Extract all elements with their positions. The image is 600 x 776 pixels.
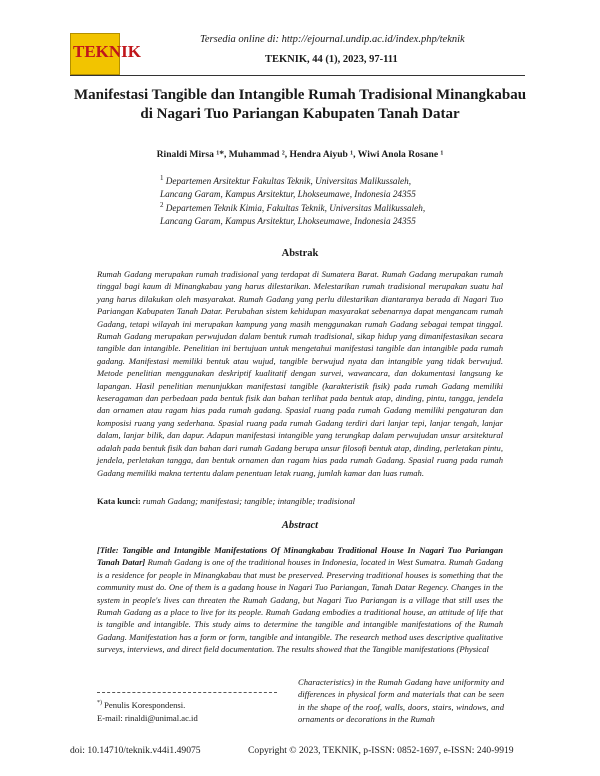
affiliation-number: 2 — [160, 201, 164, 209]
affiliation-1 — [160, 172, 416, 200]
footnote-divider — [97, 692, 277, 693]
abstract-continued: Characteristics) in the Rumah Gadang have uniformity and differences in physical form and materials that can be seen in the shape of the roof, walls, doors, stairs, windows, and ornaments or decorations in the Rumah — [298, 677, 504, 725]
online-availability: Tersedia online di: http://ejournal.undip.ac.id/index.php/teknik — [200, 34, 465, 45]
affiliation-2 — [160, 199, 425, 227]
keywords-list: rumah Gadang; manifestasi; tangible; intangible; tradisional — [142, 496, 356, 506]
logo-text: TEKNIK — [73, 42, 142, 61]
journal-info: TEKNIK, 44 (1), 2023, 97-111 — [265, 54, 398, 65]
affiliation-line: Lancang Garam, Kampus Arsitektur, Lhokseumawe, Indonesia 24355 — [160, 215, 416, 226]
affiliation-line: Lancang Garam, Kampus Arsitektur, Lhokseumawe, Indonesia 24355 — [160, 188, 416, 199]
abstract-body: Rumah Gadang is one of the traditional houses in Indonesia, located in West Sumatra. Rumah Gadang is a residence for people in Minangkabau that must be preserved. Preserving traditional houses is something that the community must do. One of them is a gadang house in Nagari Tuo Pariangan, Tanah Datar Regency. Changes in the system in people's lives can threaten the Rumah Gadang, but Nagari Tuo Pariangan is a village that still uses the Rumah Gadang as a place to live for its people. Rumah Gadang embodies a traditional house, an attitude of life that is tangible and intangible. This study aims to determine the tangible and intangible manifestations of the Rumah Gadang. Manifestation has a form or form, tangible and intangible. The research method uses descriptive qualitative surveys, interviews, and direct field documentation. The results showed that the Tangible manifestations (Physical — [97, 557, 504, 655]
paper-title — [50, 86, 550, 124]
footnote-corresponding — [97, 700, 185, 710]
abstract-title-label: [Title: Tangible and Intangible Manifestations Of Minangkabau Traditional House In Nagari Tuo Pariangan Tanah Datar] — [97, 545, 503, 568]
abstract-heading: Abstract — [281, 520, 319, 531]
copyright: Copyright © 2023, TEKNIK, p-ISSN: 0852-1697, e-ISSN: 240-9919 — [248, 745, 514, 756]
abstrak-text: Rumah Gadang merupakan rumah tradisional yang terdapat di Sumatera Barat. Rumah Gadang merupakan rumah tinggal bagi kaum di Minangkabau yang harus dilestarikan. Melestarikan rumah tradisional merupakan suatu hal yang harus dilakukan oleh masyarakat. Rumah Gadang yang perlu dilestarikan diantaranya berada di Nagari Tuo Pariangan Kabupaten Tanah Datar. Perubahan sistem kehidupan masyarakat sebenarnya dapat mengancam rumah Gadang, tetapi wilayah ini merupakan kampung yang masih menggunakan rumah Gadang sebagai tempat tinggal. Rumah Gadang merupakan perwujudan dalam bentuk rumah tradisional, sikap hidup yang dimanifestasikan secara tangible dan intangible. Penelitian ini bertujuan untuk mengetahui manifestasi tangible dan intangible pada rumah gadang. Manifestasi memiliki bentuk atau wujud, tangible berwujud nyata dan intangible yang tidak berwujud. Metode penelitian menggunakan deskriptif kualitatif dengan survei, wawancara, dan dokumentasi langsung ke lapangan. Hasil penelitian menunjukkan manifestasi tangible (karakteristik fisik) pada rumah Gadang memiliki keseragaman dan perbedaan pada bentuk fisik dan bahan terlihat pada bentuk atap, dinding, pintu, tangga, jendela dan ornamen atau ragam hias pada rumah gadang. Spasial ruang pada rumah Gadang memiliki pengaturan dan komposisi ruang yang sederhana. Spasial ruang pada rumah Gadang terdiri dari lanjar tepi, lanjar tengah, lanjar dalam, lanjar bilik, dan dapur. Adapun manifestasi intangible yang terungkap dalam perwujudan unsur arsitektural adalah pada bentuk fisik dan bahan dari rumah Gadang berupa unsur filosofi bentuk atap, dinding, perletakan pintu, jendela, perletakan tangga, dan bentuk ornamen dan ragam hias pada rumah Gadang. Spasial ruang pada rumah Gadang memiliki makna tertentu dalam penentuan letak ruang, jumlah kamar dan luas rumah. — [97, 269, 503, 478]
footnote-email: E-mail: rinaldi@unimal.ac.id — [97, 713, 198, 723]
affiliation-line: Departemen Teknik Kimia, Fakultas Teknik, Universitas Malikussaleh, — [165, 203, 426, 214]
abstract-text — [97, 544, 503, 656]
corresponding-mark: *) — [97, 700, 102, 707]
journal-logo — [70, 33, 142, 75]
author-list: Rinaldi Mirsa ¹*, Muhammad ², Hendra Aiyub ¹, Wiwi Anola Rosane ¹ — [156, 149, 444, 160]
corresponding-text: Penulis Korespondensi. — [104, 700, 186, 710]
affiliation-line: Departemen Arsitektur Fakultas Teknik, Universitas Malikussaleh, — [165, 176, 412, 187]
abstrak-heading: Abstrak — [281, 248, 319, 259]
doi: doi: 10.14710/teknik.v44i1.49075 — [70, 745, 201, 756]
keywords — [97, 496, 355, 506]
header-divider — [70, 75, 525, 76]
title-line-2: di Nagari Tuo Pariangan Kabupaten Tanah Datar — [140, 106, 460, 122]
title-line-1: Manifestasi Tangible dan Intangible Rumah Tradisional Minangkabau — [73, 87, 527, 103]
affiliation-number: 1 — [160, 174, 164, 182]
keywords-label: Kata kunci: — [97, 496, 141, 506]
